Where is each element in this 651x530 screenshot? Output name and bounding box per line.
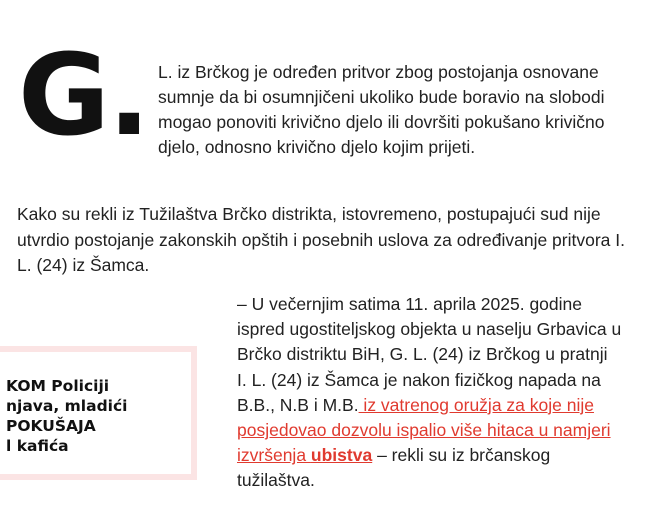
body-paragraph: Kako su rekli iz Tužilaštva Brčko distrikta, istovremeno, postupajući sud nije utvrdio postojanje zakonskih opštih i posebnih uslova za određivanje pritvora I. L. (24) iz Šamca. xyxy=(17,204,625,275)
quote-text-after-link: – rekli su iz brčanskog tužilaštva. xyxy=(237,445,551,491)
related-article-title[interactable] xyxy=(6,376,197,456)
related-title-line[interactable]: l kafića xyxy=(6,437,69,455)
quote-paragraph xyxy=(237,292,622,494)
drop-cap-letter: G. xyxy=(18,31,149,161)
related-title-line[interactable]: KOM Policiji xyxy=(6,377,110,395)
inline-link-bold-text[interactable]: ubistva xyxy=(310,445,373,466)
related-title-line[interactable]: njava, mladići xyxy=(6,397,128,415)
inline-link-text[interactable]: iz vatrenog oružja za koje nije posjedovao dozvolu ispalio više hitaca u namjeri izvršenja xyxy=(237,394,611,466)
related-article-box[interactable] xyxy=(0,346,197,480)
lead-paragraph: L. iz Brčkog je određen pritvor zbog postojanja osnovane sumnje da bi osumnjičeni ukoliko bude boravio na slobodi mogao ponoviti krivično djelo ili dovršiti pokušano krivično djelo, odnosno krivično djelo kojim prijeti. xyxy=(158,62,605,157)
related-title-line[interactable]: POKUŠAJA xyxy=(6,417,96,435)
quote-text-before-link: – U večernjim satima 11. aprila 2025. godine ispred ugostiteljskog objekta u naselju Grbavica u Brčko distriktu BiH, G. L. (24) iz Brčkog u pratnji I. L. (24) iz Šamca je nakon fizičkog napada na B.B., N.B i M.B. xyxy=(237,294,622,415)
